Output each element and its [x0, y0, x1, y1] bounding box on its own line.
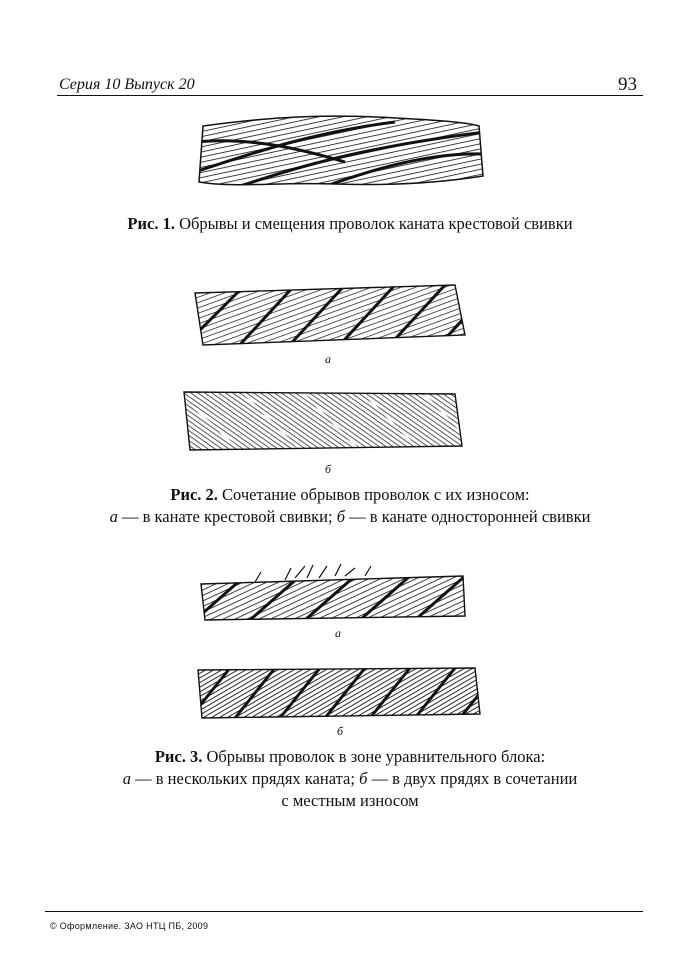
figure-3-caption-line-3: с местным износом	[281, 791, 419, 810]
figure-1-caption	[40, 213, 660, 235]
page-header	[57, 70, 643, 96]
figure-2a-sublabel: а	[325, 352, 331, 366]
figure-2-caption-text: Сочетание обрывов проволок с их износом:	[222, 485, 530, 504]
page-number: 93	[618, 74, 637, 95]
figure-1-rope-illustration	[195, 112, 485, 192]
header-rule	[57, 95, 643, 96]
figure-2-caption-b-text: — в канате односторонней свивки	[345, 507, 591, 526]
figure-2-caption-a-letter: а	[109, 507, 118, 526]
figure-2-label: Рис. 2.	[170, 485, 218, 504]
figure-3-label: Рис. 3.	[154, 747, 203, 766]
figure-3-caption-b-text: — в двух прядях в сочетании	[367, 769, 578, 788]
figure-2b-sublabel: б	[324, 462, 332, 476]
figure-1-label: Рис. 1.	[127, 214, 175, 233]
figure-3-caption-b-letter: б	[359, 769, 368, 788]
footer-copyright: © Оформление. ЗАО НТЦ ПБ, 2009	[50, 921, 209, 931]
figure-3b-rope-illustration	[190, 660, 490, 725]
figure-3a-sublabel: а	[335, 626, 341, 640]
figure-3-caption-line-2	[40, 768, 660, 790]
figure-2-caption-a-text: — в канате крестовой свивки;	[117, 507, 337, 526]
figure-3b-sublabel: б	[336, 724, 344, 738]
figure-3a-rope-illustration	[195, 560, 470, 630]
figure-2-caption	[40, 484, 660, 528]
figure-3-caption-first: Обрывы проволок в зоне уравнительного блока:	[206, 747, 546, 766]
figure-3-caption-a-text: — в нескольких прядях каната;	[131, 769, 360, 788]
figure-2-caption-line-1	[40, 484, 660, 506]
figure-3-caption-a-letter: а	[122, 769, 132, 788]
figure-2b-rope-illustration	[180, 380, 465, 460]
figure-2-caption-b-letter: б	[336, 507, 346, 526]
figure-2-caption-line-2	[40, 506, 660, 528]
figure-3-caption-line-1	[40, 746, 660, 768]
series-title: Серия 10 Выпуск 20	[59, 76, 195, 93]
figure-2a-rope-illustration	[185, 275, 470, 350]
footer-rule	[45, 911, 643, 912]
figure-3-caption	[40, 746, 660, 812]
figure-1-caption-text: Обрывы и смещения проволок каната крестовой свивки	[179, 214, 573, 233]
